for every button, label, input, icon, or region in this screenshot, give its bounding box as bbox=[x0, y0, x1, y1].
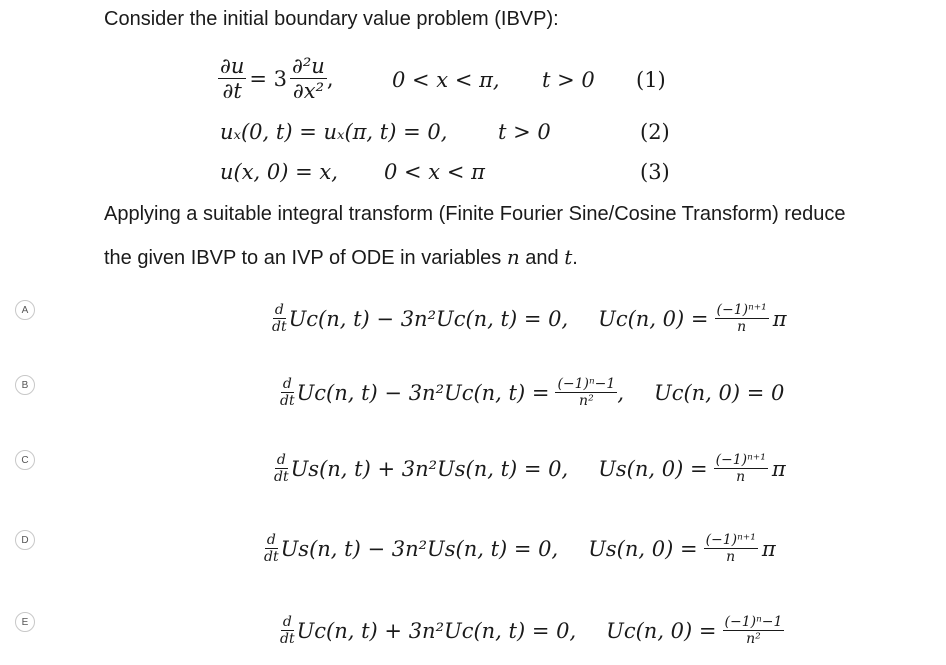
option-c-equation[interactable]: $\frac{d}{dt}$ Us(n, t) + 3n²Us(n, t) = 0, Us(n, 0) = $\frac{\text{(−1)ⁿ⁺¹}}{n}$ π bbox=[274, 452, 786, 486]
eq-label-3: (3) bbox=[640, 160, 670, 184]
ic-domain: 0 < x < π bbox=[384, 160, 485, 184]
instruction-line-1: Applying a suitable integral transform (Finite Fourier Sine/Cosine Transform) reduce bbox=[104, 203, 846, 225]
option-a-radio[interactable]: A bbox=[15, 300, 35, 320]
pde-time: t > 0 bbox=[542, 68, 595, 92]
initial-condition: u(x, 0) = x, bbox=[220, 160, 338, 184]
bc-time: t > 0 bbox=[498, 120, 551, 144]
question-intro: Consider the initial boundary value problem (IBVP): bbox=[104, 8, 559, 30]
boundary-condition: uₓ(0, t) = uₓ(π, t) = 0, bbox=[220, 120, 448, 144]
eq-label-2: (2) bbox=[640, 120, 670, 144]
option-c-radio[interactable]: C bbox=[15, 450, 35, 470]
option-b-equation[interactable]: $\frac{d}{dt}$ Uc(n, t) − 3n²Uc(n, t) = $\frac{\text{(−1)ⁿ−1}}{\text{n²}}$ , Uc(n, 0) = 0 bbox=[280, 376, 785, 410]
option-e-equation[interactable]: $\frac{d}{dt}$ Uc(n, t) + 3n²Uc(n, t) = 0, Uc(n, 0) = $\frac{\text{(−1)ⁿ−1}}{\text{n²}}$ bbox=[280, 614, 783, 648]
pde-domain: 0 < x < π, bbox=[392, 68, 500, 92]
pde-equation: $\frac{\partial u}{\partial t}$ = 3 $\frac{\text{∂²u}}{\text{∂x²}}$ , bbox=[220, 54, 334, 104]
option-a-equation[interactable]: $\frac{d}{dt}$ Uc(n, t) − 3n²Uc(n, t) = 0, Uc(n, 0) = $\frac{\text{(−1)ⁿ⁺¹}}{n}$ π bbox=[272, 302, 787, 336]
instruction-line-2: the given IBVP to an IVP of ODE in variables n and t. bbox=[104, 245, 578, 269]
option-e-radio[interactable]: E bbox=[15, 612, 35, 632]
eq-label-1: (1) bbox=[636, 68, 666, 92]
option-d-radio[interactable]: D bbox=[15, 530, 35, 550]
option-b-radio[interactable]: B bbox=[15, 375, 35, 395]
option-d-equation[interactable]: $\frac{d}{dt}$ Us(n, t) − 3n²Us(n, t) = 0, Us(n, 0) = $\frac{\text{(−1)ⁿ⁺¹}}{n}$ π bbox=[264, 532, 776, 566]
